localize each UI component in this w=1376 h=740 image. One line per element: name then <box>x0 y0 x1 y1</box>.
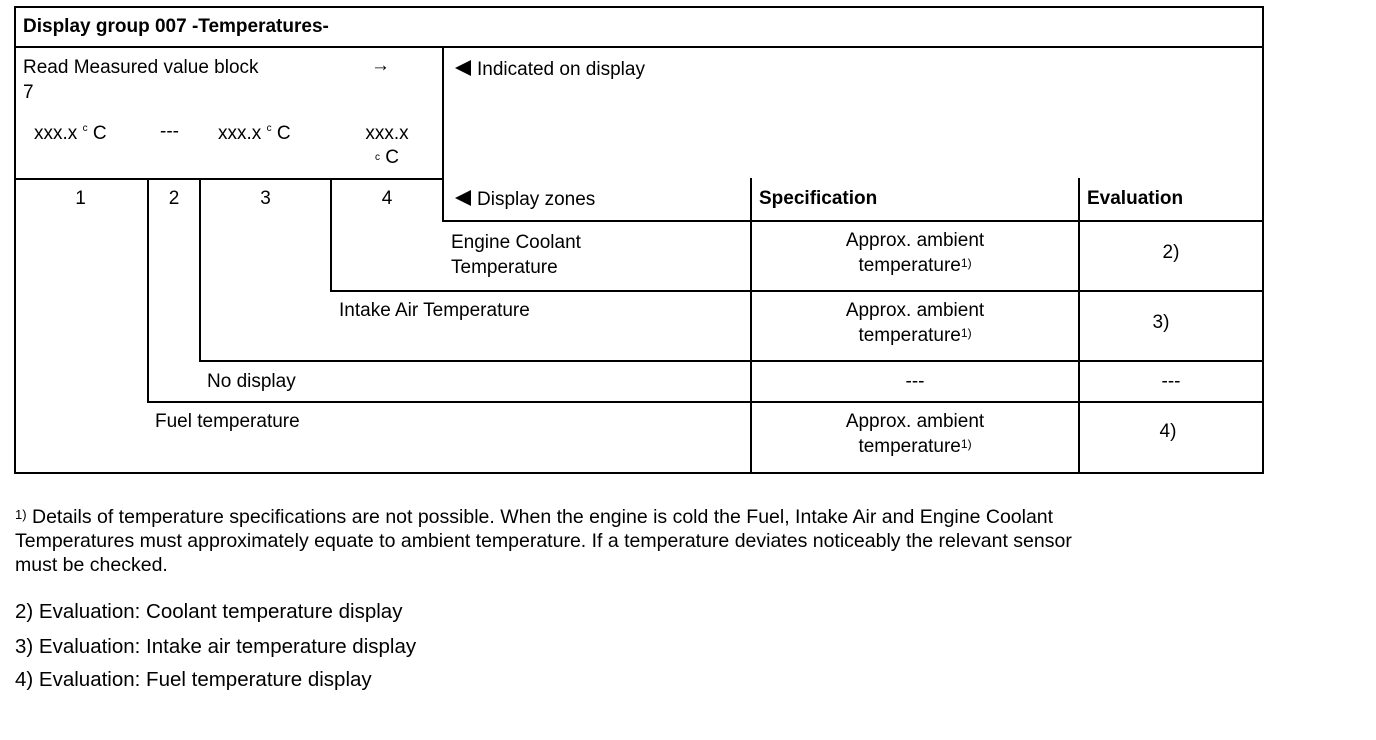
title-divider <box>14 46 1264 48</box>
column-number-1: 1 <box>75 188 86 209</box>
header-divider <box>442 46 444 222</box>
row-no-display-zone: No display <box>207 371 296 392</box>
table-border-left <box>14 6 16 474</box>
header-display-zones: Display zones <box>455 189 595 211</box>
table-title: Display group 007 -Temperatures- <box>23 16 329 37</box>
row-fuel-zone: Fuel temperature <box>155 411 300 432</box>
row-intake-air-zone: Intake Air Temperature <box>339 300 530 321</box>
table-border-right <box>1262 6 1264 474</box>
header-row-line <box>442 220 1264 222</box>
footnote-1: $^{1)}$ Details of temperature specifications are not possible. When the engine is cold the Fuel, Intake Air and Engine Coolant Temperatures must approximately equate to ambient temperature. If a temperature deviates noticeably the relevant sensor must be checked. <box>15 506 1072 576</box>
footnote-4: 4) Evaluation: Fuel temperature display <box>15 668 372 691</box>
row-fuel-evaluation: 4) <box>1159 421 1177 442</box>
row-engine-coolant-spec: Approx. ambient temperature$^{1)}$ <box>845 230 985 276</box>
table-border-bottom <box>14 472 1264 474</box>
column-number-4: 4 <box>381 188 393 209</box>
field-4-format: xxx.x $^c$ C <box>365 123 409 168</box>
block-bottom-line <box>14 178 444 180</box>
footnote-2: 2) Evaluation: Coolant temperature display <box>15 600 403 623</box>
row-no-display-spec: --- <box>905 371 925 392</box>
column-number-3: 3 <box>260 188 271 209</box>
read-block-number: 7 <box>23 82 34 103</box>
header-specification: Specification <box>759 188 878 209</box>
row3-line <box>147 401 1264 403</box>
read-block-label: Read Measured value block <box>23 57 259 78</box>
row-engine-coolant-evaluation: 2) <box>1162 242 1180 263</box>
row-fuel-spec: Approx. ambient temperature$^{1)}$ <box>845 411 985 457</box>
row-engine-coolant-zone: Engine Coolant Temperature <box>451 232 581 278</box>
col1-right-line <box>147 178 149 402</box>
triangle-pointer-icon <box>455 190 471 206</box>
row-intake-air-spec: Approx. ambient temperature$^{1)}$ <box>845 300 985 346</box>
footnote-3: 3) Evaluation: Intake air temperature display <box>15 635 417 658</box>
column-number-2: 2 <box>168 188 180 209</box>
field-1-format: xxx.x $^c$ C <box>34 123 107 144</box>
row-intake-air-evaluation: 3) <box>1152 312 1170 333</box>
row1-line <box>330 290 1264 292</box>
table-border-top <box>14 6 1264 8</box>
field-2-format: --- <box>160 121 179 142</box>
triangle-pointer-icon <box>455 60 471 76</box>
indicated-on-display: Indicated on display <box>455 59 645 81</box>
row-no-display-evaluation: --- <box>1161 371 1181 392</box>
field-3-format: xxx.x $^c$ C <box>218 123 291 144</box>
row2-line <box>199 360 1264 362</box>
header-evaluation: Evaluation <box>1087 188 1184 209</box>
arrow-icon: → <box>371 55 390 76</box>
